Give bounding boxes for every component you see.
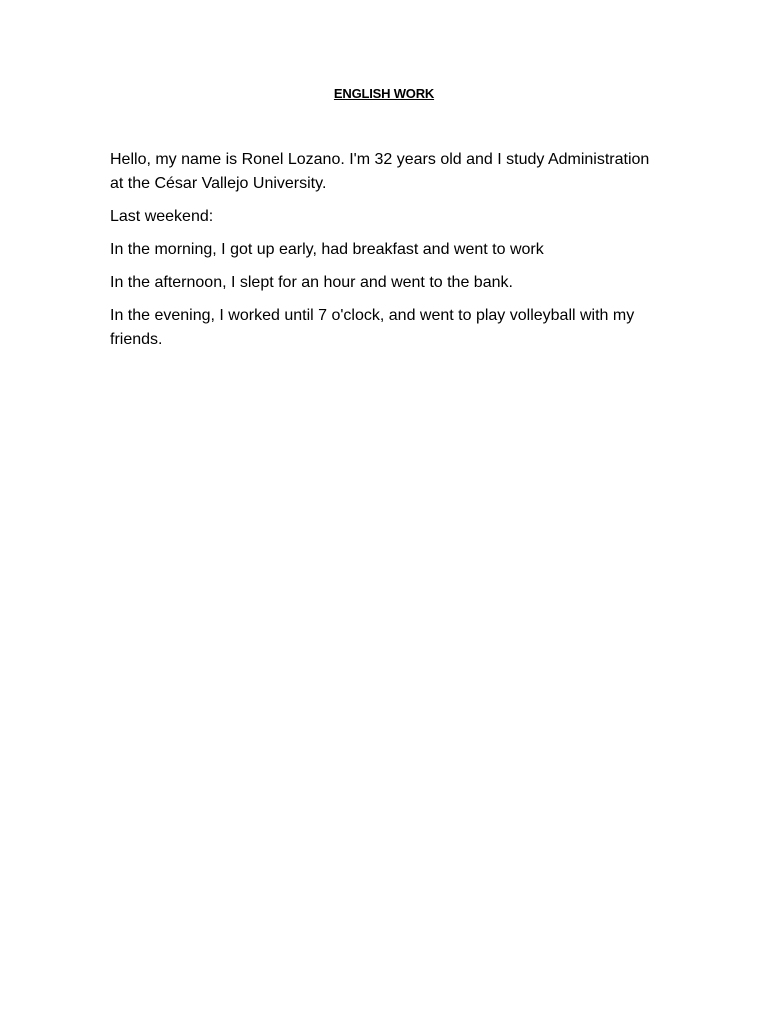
paragraph-afternoon: In the afternoon, I slept for an hour and went to the bank.: [110, 274, 513, 291]
paragraph-evening: In the evening, I worked until 7 o'clock, and went to play volleyball with my friends.: [110, 307, 635, 348]
paragraph-last-weekend: Last weekend:: [110, 208, 214, 225]
document-body: [110, 148, 650, 361]
document-title: ENGLISH WORK: [333, 86, 435, 101]
paragraph-morning: In the morning, I got up early, had breakfast and went to work: [110, 241, 544, 258]
paragraph-introduction: Hello, my name is Ronel Lozano. I'm 32 years old and I study Administration at the César Vallejo University.: [110, 151, 650, 192]
